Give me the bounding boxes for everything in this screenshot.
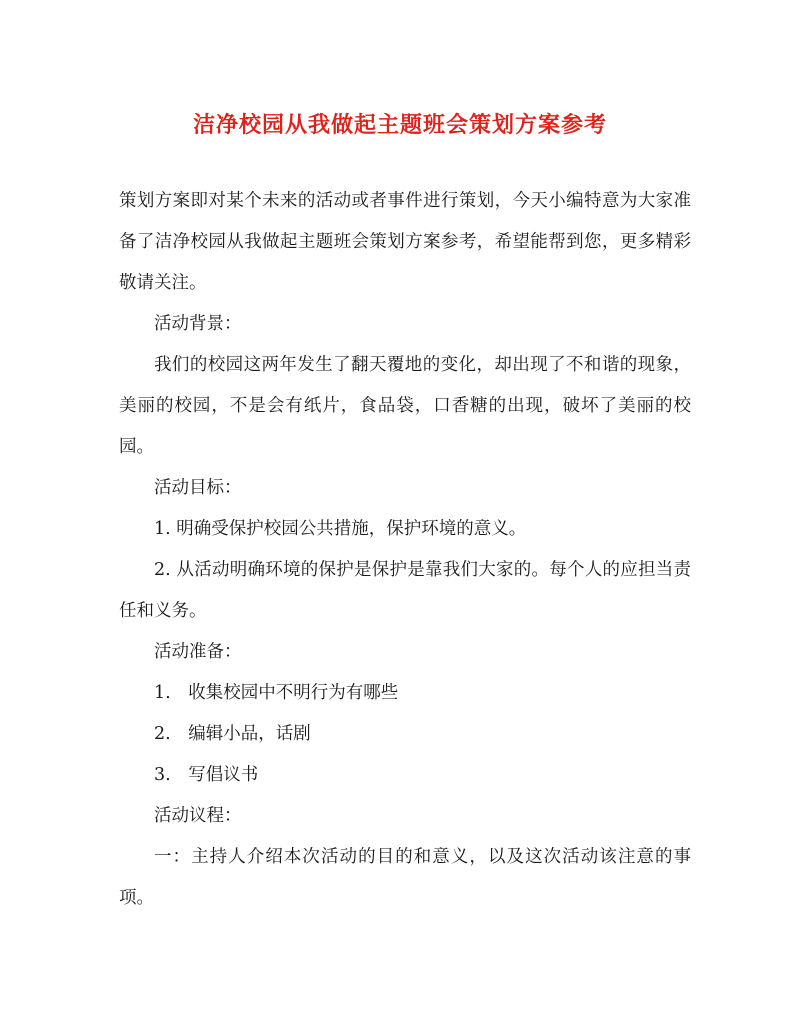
document-title: 洁净校园从我做起主题班会策划方案参考 [192,112,607,138]
preparation-item-3: 3. 写倡议书 [154,765,259,785]
section-heading-goals: 活动目标： [154,478,242,498]
background-paragraph: 我们的校园这两年发生了翻天覆地的变化，却出现了不和谐的现象，美丽的校园，不是会有纸片，食品袋，口香糖的出现，破坏了美丽的校园。 [119,355,691,457]
section-heading-agenda: 活动议程： [154,806,242,826]
preparation-item-1: 1. 收集校园中不明行为有哪些 [154,683,399,703]
agenda-item-1: 一：主持人介绍本次活动的目的和意义，以及这次活动该注意的事项。 [119,847,691,908]
intro-paragraph: 策划方案即对某个未来的活动或者事件进行策划，今天小编特意为大家准备了洁净校园从我做起主题班会策划方案参考，希望能帮到您，更多精彩敬请关注。 [119,191,691,293]
document-body [119,181,691,919]
section-heading-preparation: 活动准备： [154,642,242,662]
section-heading-background: 活动背景： [154,314,242,334]
goal-item-2: 2. 从活动明确环境的保护是保护是靠我们大家的。每个人的应担当责任和义务。 [119,560,691,621]
preparation-item-2: 2. 编辑小品，话剧 [154,724,311,744]
goal-item-1: 1. 明确受保护校园公共措施，保护环境的意义。 [154,519,527,539]
